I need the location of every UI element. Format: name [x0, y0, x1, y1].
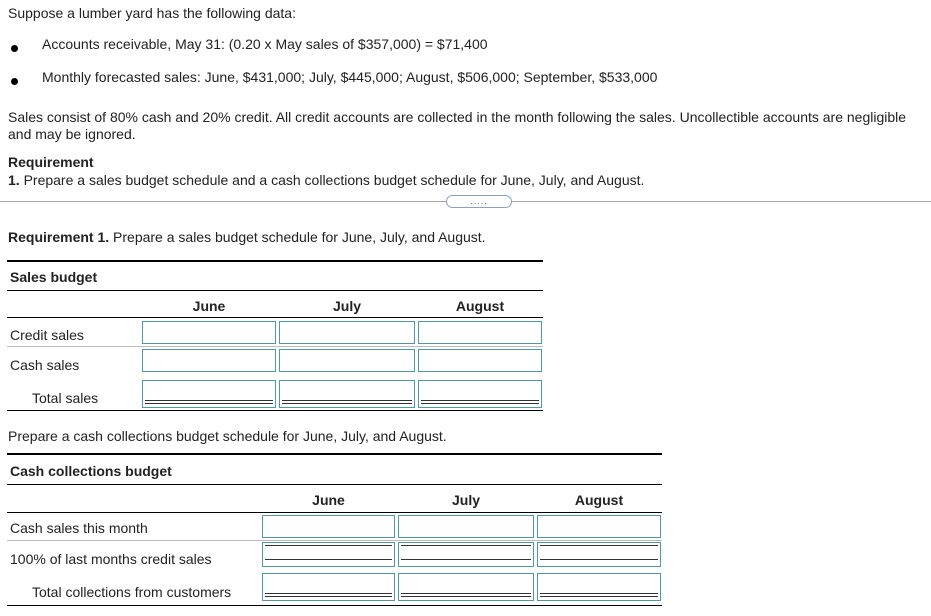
total-collections-july-input[interactable]: [398, 573, 534, 601]
cash-sales-this-month-july-input[interactable]: [398, 515, 534, 538]
cash-sales-this-month-june-input[interactable]: [262, 515, 395, 538]
credit-collections-june-input[interactable]: [262, 542, 395, 567]
list-item: [0, 69, 931, 102]
problem-paragraph: Sales consist of 80% cash and 20% credit. All credit accounts are collected in the month following the sales. Uncollectible accounts are negligible and may be ignored.: [8, 109, 907, 142]
column-header-july: July: [451, 492, 480, 508]
cash-collections-title: Cash collections budget: [10, 463, 172, 479]
table-top-rule: [7, 453, 662, 455]
credit-sales-august-input[interactable]: [418, 321, 542, 344]
expand-button[interactable]: .....: [446, 195, 512, 208]
cash-collections-prompt: Prepare a cash collections budget schedule for June, July, and August.: [8, 428, 447, 444]
table-rule: [7, 317, 543, 318]
table-top-rule: [7, 260, 543, 262]
cash-sales-july-input[interactable]: [279, 349, 415, 372]
total-sales-june-input[interactable]: [142, 380, 276, 408]
requirement-1-label: Requirement 1.: [8, 229, 110, 245]
table-rule: [7, 512, 662, 513]
row-label-total-sales: Total sales: [32, 390, 99, 406]
requirement-number: 1.: [8, 172, 20, 188]
table-rule: [7, 346, 543, 347]
credit-sales-july-input[interactable]: [279, 321, 415, 344]
intro-text: Suppose a lumber yard has the following data:: [8, 5, 296, 21]
total-collections-june-input[interactable]: [262, 573, 395, 601]
bullet-icon: [11, 78, 18, 85]
list-item: [0, 36, 931, 69]
row-label-cash-sales: Cash sales: [10, 357, 80, 373]
bullet-text: Accounts receivable, May 31: (0.20 x May sales of $357,000) = $71,400: [42, 36, 488, 52]
bullet-list: [0, 36, 931, 102]
column-header-june: June: [192, 298, 226, 314]
row-label-total-collections: Total collections from customers: [32, 584, 232, 600]
row-label-last-months-credit-sales: 100% of last months credit sales: [10, 551, 212, 567]
bullet-text: Monthly forecasted sales: June, $431,000; July, $445,000; August, $506,000; September, $533,000: [42, 69, 658, 85]
bullet-icon: [11, 45, 18, 52]
requirement-heading: Requirement: [8, 154, 94, 170]
total-sales-july-input[interactable]: [279, 380, 415, 408]
total-collections-august-input[interactable]: [537, 573, 661, 601]
requirement-1-text: Prepare a sales budget schedule for June, July, and August.: [113, 229, 486, 245]
row-label-credit-sales: Credit sales: [10, 327, 84, 343]
credit-sales-june-input[interactable]: [142, 321, 276, 344]
cash-sales-june-input[interactable]: [142, 349, 276, 372]
sales-budget-title: Sales budget: [10, 269, 98, 285]
table-bottom-rule: [7, 410, 543, 411]
column-header-august: August: [455, 298, 505, 314]
credit-collections-july-input[interactable]: [398, 542, 534, 567]
credit-collections-august-input[interactable]: [537, 542, 661, 567]
table-rule: [7, 290, 543, 291]
column-header-june: June: [312, 492, 345, 508]
row-label-cash-sales-this-month: Cash sales this month: [10, 520, 148, 536]
requirement-text: Prepare a sales budget schedule and a cash collections budget schedule for June, July, and August.: [23, 172, 645, 188]
requirement-1-prompt: [8, 229, 486, 245]
table-bottom-rule: [7, 605, 662, 606]
table-rule: [7, 540, 662, 541]
cash-sales-august-input[interactable]: [418, 349, 542, 372]
cash-sales-this-month-august-input[interactable]: [537, 515, 661, 538]
total-sales-august-input[interactable]: [418, 380, 542, 408]
requirement-line: [8, 172, 644, 188]
table-rule: [7, 484, 662, 485]
column-header-august: August: [574, 492, 624, 508]
column-header-july: July: [332, 298, 361, 314]
